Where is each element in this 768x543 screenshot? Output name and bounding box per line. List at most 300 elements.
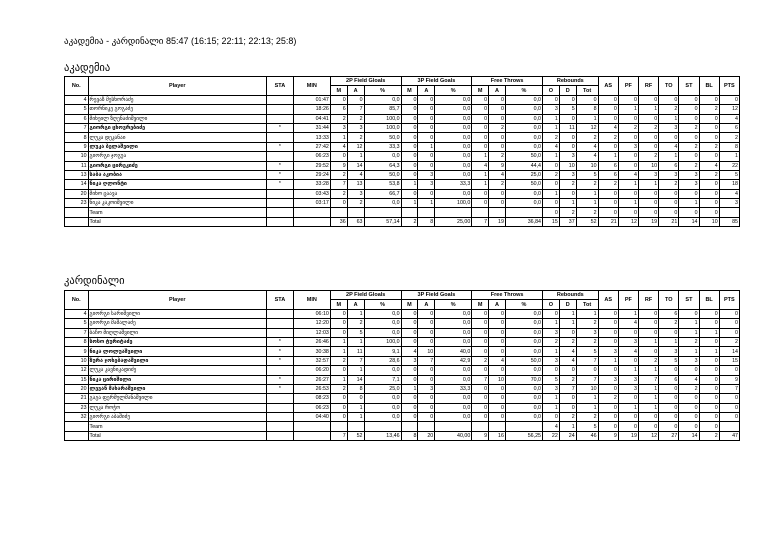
team-row-blank <box>489 422 506 431</box>
player-row <box>65 142 740 151</box>
total-stat-mft: 9 <box>472 431 489 440</box>
stat-p3: 33,3 <box>435 384 472 393</box>
stat-tot: 1 <box>576 394 598 403</box>
total-stat-m3: 2 <box>401 217 418 226</box>
col-subheader-o: O <box>543 300 560 309</box>
stat-as: 3 <box>598 347 618 356</box>
stat-pts: 0 <box>719 403 739 412</box>
stat-d: 2 <box>559 375 576 384</box>
stat-to: 1 <box>659 337 679 346</box>
stat-pf: 1 <box>618 366 638 375</box>
stat-p2: 9,1 <box>364 347 401 356</box>
stat-a2: 0 <box>347 95 364 104</box>
total-stat-p3: 25,00 <box>435 217 472 226</box>
stat-to: 0 <box>659 394 679 403</box>
stat-pf: 1 <box>618 309 638 318</box>
stat-d: 5 <box>559 105 576 114</box>
stat-pf: 3 <box>618 384 638 393</box>
team-row-blank <box>364 208 401 217</box>
stat-a3: 0 <box>418 95 435 104</box>
stat-a2: 11 <box>347 347 364 356</box>
stat-rf: 7 <box>638 375 658 384</box>
stat-st: 4 <box>679 375 699 384</box>
player-name: ლუკა კავნიკადიძე <box>88 366 266 375</box>
team-row-blank <box>472 422 489 431</box>
stat-pts: 8 <box>719 142 739 151</box>
stat-rf: 1 <box>638 394 658 403</box>
stat-pf: 1 <box>618 199 638 208</box>
stat-o: 4 <box>543 142 560 151</box>
stat-min: 30:38 <box>293 347 330 356</box>
stat-m3: 0 <box>401 114 418 123</box>
stat-aft: 4 <box>489 170 506 179</box>
player-number: 5 <box>65 319 89 328</box>
stat-pft: 0,0 <box>505 337 542 346</box>
stat-a3: 0 <box>418 413 435 422</box>
stat-a3: 0 <box>418 114 435 123</box>
col-subheader-a: A <box>347 86 364 95</box>
stat-d: 0 <box>559 394 576 403</box>
stat-rf: 0 <box>638 319 658 328</box>
stat-o: 0 <box>543 366 560 375</box>
stat-st: 0 <box>679 413 699 422</box>
player-row <box>65 199 740 208</box>
stat-d: 3 <box>559 152 576 161</box>
stat-m3: 0 <box>401 189 418 198</box>
player-name: მიხო ცაავა <box>88 189 266 198</box>
total-stat-a3: 8 <box>418 217 435 226</box>
stat-m3: 4 <box>401 347 418 356</box>
stat-a2: 3 <box>347 123 364 132</box>
stat-p2: 100,0 <box>364 337 401 346</box>
col-header-pts: PTS <box>719 77 739 96</box>
stat-rf: 0 <box>638 189 658 198</box>
stat-m3: 0 <box>401 319 418 328</box>
stat-min: 12:03 <box>293 328 330 337</box>
stat-to: 0 <box>659 199 679 208</box>
stat-o: 2 <box>543 133 560 142</box>
stat-o: 1 <box>543 123 560 132</box>
stat-as: 6 <box>598 161 618 170</box>
stat-bl: 0 <box>699 337 719 346</box>
stat-pts: 0 <box>719 95 739 104</box>
team-stat-rf: 0 <box>638 208 658 217</box>
stat-pts: 6 <box>719 123 739 132</box>
stat-st: 3 <box>679 170 699 179</box>
col-header-min: MIN <box>293 291 330 310</box>
stat-min: 04:41 <box>293 114 330 123</box>
stat-mft: 0 <box>472 133 489 142</box>
stat-aft: 4 <box>489 356 506 365</box>
col-header-rf: RF <box>638 77 658 96</box>
game-title: აკადემია - კარდინალი 85:47 (16:15; 22:11; 22:13; 25:8) <box>64 36 297 46</box>
player-number: 9 <box>65 347 89 356</box>
stat-d: 0 <box>559 403 576 412</box>
stat-st: 0 <box>679 403 699 412</box>
stat-p3: 0,0 <box>435 123 472 132</box>
stat-pf: 0 <box>618 394 638 403</box>
stat-to: 3 <box>659 170 679 179</box>
player-number: 10 <box>65 356 89 365</box>
stat-pft: 0,0 <box>505 95 542 104</box>
stat-aft: 0 <box>489 413 506 422</box>
stat-min: 26:27 <box>293 375 330 384</box>
stat-aft: 0 <box>489 95 506 104</box>
stat-min: 29:52 <box>293 161 330 170</box>
stat-tot: 3 <box>576 328 598 337</box>
stat-rf: 0 <box>638 114 658 123</box>
stat-tot: 0 <box>576 95 598 104</box>
stat-a2: 2 <box>347 114 364 123</box>
stat-min: 26:46 <box>293 337 330 346</box>
player-row <box>65 95 740 104</box>
stat-a3: 0 <box>418 328 435 337</box>
stat-p3: 0,0 <box>435 105 472 114</box>
stat-a2: 7 <box>347 356 364 365</box>
stat-min: 08:23 <box>293 394 330 403</box>
total-stat-m2: 36 <box>330 217 347 226</box>
stat-a3: 7 <box>418 356 435 365</box>
stat-pf: 0 <box>618 152 638 161</box>
stat-aft: 2 <box>489 180 506 189</box>
stat-a3: 10 <box>418 347 435 356</box>
team-stat-rf: 0 <box>638 422 658 431</box>
team-row-blank <box>505 422 542 431</box>
stat-mft: 0 <box>472 319 489 328</box>
team-stat-tot: 2 <box>576 208 598 217</box>
stat-min: 03:43 <box>293 189 330 198</box>
stat-st: 0 <box>679 114 699 123</box>
stat-bl: 0 <box>699 394 719 403</box>
stat-o: 3 <box>543 328 560 337</box>
team-row-blank <box>347 422 364 431</box>
col-subheader-pct: % <box>364 86 401 95</box>
stat-m3: 0 <box>401 95 418 104</box>
header-row <box>65 77 740 86</box>
stat-pts: 0 <box>719 309 739 318</box>
stat-to: 3 <box>659 347 679 356</box>
stat-p3: 0,0 <box>435 309 472 318</box>
stat-pts: 22 <box>719 161 739 170</box>
stat-o: 0 <box>543 309 560 318</box>
stat-to: 3 <box>659 123 679 132</box>
total-stat-o: 15 <box>543 217 560 226</box>
stat-pf: 4 <box>618 347 638 356</box>
stat-tot: 7 <box>576 356 598 365</box>
stat-d: 2 <box>559 180 576 189</box>
stat-bl: 0 <box>699 152 719 161</box>
col-subheader-a: A <box>489 300 506 309</box>
stat-m2: 0 <box>330 319 347 328</box>
player-starter-mark: * <box>266 161 293 170</box>
stat-bl: 1 <box>699 347 719 356</box>
stat-mft: 1 <box>472 170 489 179</box>
stat-st: 0 <box>679 95 699 104</box>
total-stat-p2: 57,14 <box>364 217 401 226</box>
stat-pft: 44,4 <box>505 161 542 170</box>
player-number: 23 <box>65 403 89 412</box>
stat-bl: 0 <box>699 309 719 318</box>
stat-tot: 2 <box>576 133 598 142</box>
stat-rf: 1 <box>638 384 658 393</box>
stat-to: 2 <box>659 105 679 114</box>
player-number: 7 <box>65 123 89 132</box>
stat-p2: 0,0 <box>364 413 401 422</box>
stat-mft: 2 <box>472 356 489 365</box>
player-number: 23 <box>65 199 89 208</box>
player-starter-mark <box>266 105 293 114</box>
total-stat-as: 21 <box>598 217 618 226</box>
team-row-blank <box>293 422 330 431</box>
player-row <box>65 394 740 403</box>
stat-p3: 0,0 <box>435 161 472 170</box>
stat-st: 0 <box>679 309 699 318</box>
stat-as: 0 <box>598 319 618 328</box>
stat-mft: 0 <box>472 199 489 208</box>
stat-o: 2 <box>543 170 560 179</box>
col-header-st: ST <box>679 77 699 96</box>
stat-d: 3 <box>559 170 576 179</box>
stat-rf: 0 <box>638 309 658 318</box>
stat-rf: 0 <box>638 133 658 142</box>
stat-m3: 0 <box>401 375 418 384</box>
team-row-blank <box>266 422 293 431</box>
stat-rf: 1 <box>638 180 658 189</box>
player-row <box>65 375 740 384</box>
stat-st: 0 <box>679 105 699 114</box>
stat-d: 0 <box>559 114 576 123</box>
stat-pft: 0,0 <box>505 123 542 132</box>
player-number: 12 <box>65 366 89 375</box>
player-number: 13 <box>65 170 89 179</box>
player-name: გიორგი ჯოგუა <box>88 152 266 161</box>
col-header-bl: BL <box>699 77 719 96</box>
team-stat-pf: 0 <box>618 422 638 431</box>
stat-aft: 0 <box>489 114 506 123</box>
stat-a2: 1 <box>347 403 364 412</box>
stat-min: 04:40 <box>293 413 330 422</box>
stat-pft: 50,0 <box>505 152 542 161</box>
stat-p3: 0,0 <box>435 133 472 142</box>
team-stat-to: 0 <box>659 208 679 217</box>
stat-st: 2 <box>679 142 699 151</box>
stat-to: 0 <box>659 133 679 142</box>
stat-aft: 0 <box>489 337 506 346</box>
stat-m3: 0 <box>401 105 418 114</box>
stat-m3: 0 <box>401 161 418 170</box>
stat-pts: 14 <box>719 347 739 356</box>
total-stat-a3: 20 <box>418 431 435 440</box>
player-name: გიორგი ცხოვრებიძე <box>88 123 266 132</box>
team-stat-st: 0 <box>679 422 699 431</box>
stat-pft: 0,0 <box>505 347 542 356</box>
stat-tot: 2 <box>576 319 598 328</box>
stat-m2: 1 <box>330 133 347 142</box>
team-stat-to: 0 <box>659 422 679 431</box>
stat-mft: 7 <box>472 375 489 384</box>
stat-pft: 0,0 <box>505 384 542 393</box>
col-header-3p: 3P Field Goals <box>401 77 472 86</box>
col-header-no: No. <box>65 291 89 310</box>
stat-rf: 2 <box>638 123 658 132</box>
col-subheader-tot: Tot <box>576 300 598 309</box>
stat-to: 6 <box>659 375 679 384</box>
team-row-blank <box>435 208 472 217</box>
stat-as: 0 <box>598 328 618 337</box>
stat-tot: 4 <box>576 142 598 151</box>
stat-p2: 50,0 <box>364 170 401 179</box>
stat-pts: 1 <box>719 152 739 161</box>
stat-bl: 0 <box>699 413 719 422</box>
total-stat-aft: 16 <box>489 431 506 440</box>
stat-st: 1 <box>679 328 699 337</box>
player-number: 6 <box>65 114 89 123</box>
total-stat-tot: 46 <box>576 431 598 440</box>
stat-mft: 0 <box>472 95 489 104</box>
stat-pft: 50,0 <box>505 356 542 365</box>
stat-a2: 1 <box>347 413 364 422</box>
stat-m3: 0 <box>401 133 418 142</box>
stat-p2: 0,0 <box>364 199 401 208</box>
stat-pts: 12 <box>719 105 739 114</box>
stat-m2: 2 <box>330 384 347 393</box>
stat-a3: 0 <box>418 403 435 412</box>
col-subheader-pct: % <box>505 86 542 95</box>
player-name: ბაჩო მიღლაშვილი <box>88 328 266 337</box>
col-header-pf: PF <box>618 291 638 310</box>
stat-p3: 0,0 <box>435 319 472 328</box>
stat-m3: 0 <box>401 394 418 403</box>
stat-m2: 0 <box>330 403 347 412</box>
stat-pf: 3 <box>618 142 638 151</box>
stat-to: 0 <box>659 384 679 393</box>
stat-p2: 0,0 <box>364 328 401 337</box>
stat-a3: 0 <box>418 152 435 161</box>
team-row-label: Team <box>88 208 266 217</box>
stat-m2: 3 <box>330 123 347 132</box>
col-header-as: AS <box>598 77 618 96</box>
stat-as: 0 <box>598 413 618 422</box>
stat-p2: 53,8 <box>364 180 401 189</box>
stat-m2: 1 <box>330 337 347 346</box>
total-stat-st: 14 <box>679 217 699 226</box>
stat-as: 0 <box>598 189 618 198</box>
stat-p2: 0,0 <box>364 309 401 318</box>
stat-to: 1 <box>659 114 679 123</box>
stat-p2: 0,0 <box>364 394 401 403</box>
stat-rf: 0 <box>638 328 658 337</box>
stat-pf: 0 <box>618 189 638 198</box>
stat-mft: 0 <box>472 309 489 318</box>
team-row-blank <box>505 208 542 217</box>
stat-rf: 1 <box>638 337 658 346</box>
stat-min: 31:44 <box>293 123 330 132</box>
col-header-pf: PF <box>618 77 638 96</box>
player-number: 20 <box>65 384 89 393</box>
player-name: გიორგი ცირეკიძე <box>88 161 266 170</box>
total-stat-tot: 52 <box>576 217 598 226</box>
stat-min: 06:23 <box>293 403 330 412</box>
stat-a2: 2 <box>347 199 364 208</box>
col-subheader-pct: % <box>505 300 542 309</box>
team-row-blank <box>347 208 364 217</box>
player-starter-mark <box>266 95 293 104</box>
stat-d: 11 <box>559 123 576 132</box>
player-row <box>65 413 740 422</box>
stat-m2: 2 <box>330 114 347 123</box>
stat-p3: 0,0 <box>435 170 472 179</box>
player-name: ნიკა ცირიშილი <box>88 375 266 384</box>
stat-a2: 4 <box>347 170 364 179</box>
stat-min: 06:10 <box>293 309 330 318</box>
team-row-blank <box>266 208 293 217</box>
stat-tot: 7 <box>576 375 598 384</box>
stat-pts: 2 <box>719 337 739 346</box>
total-row-blank <box>266 431 293 440</box>
stat-bl: 0 <box>699 189 719 198</box>
stat-bl: 0 <box>699 375 719 384</box>
stat-as: 0 <box>598 142 618 151</box>
col-header-ft: Free Throws <box>472 77 543 86</box>
stat-p3: 0,0 <box>435 394 472 403</box>
team-name-home: აკადემია <box>64 62 111 74</box>
stat-p2: 0,0 <box>364 319 401 328</box>
col-subheader-a: A <box>418 86 435 95</box>
stat-o: 0 <box>543 180 560 189</box>
stat-o: 0 <box>543 413 560 422</box>
stat-o: 3 <box>543 105 560 114</box>
stat-bl: 0 <box>699 95 719 104</box>
total-stat-aft: 19 <box>489 217 506 226</box>
stat-a2: 1 <box>347 309 364 318</box>
stat-aft: 0 <box>489 328 506 337</box>
stat-tot: 5 <box>576 347 598 356</box>
stat-bl: 0 <box>699 356 719 365</box>
stat-d: 1 <box>559 319 576 328</box>
stat-m2: 0 <box>330 413 347 422</box>
stat-pf: 3 <box>618 337 638 346</box>
stat-m2: 0 <box>330 328 347 337</box>
total-stat-a2: 63 <box>347 217 364 226</box>
stat-m2: 2 <box>330 170 347 179</box>
team-row-blank <box>472 208 489 217</box>
stat-aft: 0 <box>489 347 506 356</box>
stat-bl: 4 <box>699 161 719 170</box>
stat-pft: 0,0 <box>505 328 542 337</box>
stat-bl: 0 <box>699 133 719 142</box>
player-starter-mark <box>266 309 293 318</box>
col-header-rebounds: Rebounds <box>543 77 599 86</box>
total-stat-m3: 8 <box>401 431 418 440</box>
col-header-ft: Free Throws <box>472 291 543 300</box>
stat-tot: 5 <box>576 170 598 179</box>
boxscore-table-home <box>64 76 740 227</box>
player-starter-mark <box>266 189 293 198</box>
player-row <box>65 403 740 412</box>
stat-as: 0 <box>598 199 618 208</box>
stat-o: 1 <box>543 403 560 412</box>
stat-aft: 0 <box>489 384 506 393</box>
player-starter-mark: * <box>266 337 293 346</box>
total-stat-pf: 19 <box>618 431 638 440</box>
stat-as: 3 <box>598 375 618 384</box>
stat-mft: 0 <box>472 413 489 422</box>
stat-pft: 0,0 <box>505 105 542 114</box>
stat-m3: 0 <box>401 366 418 375</box>
player-name: ზურა ჯოხებადაშვილი <box>88 356 266 365</box>
player-name: გაგა ფერმულმანაშვილი <box>88 394 266 403</box>
stat-pf: 4 <box>618 319 638 328</box>
